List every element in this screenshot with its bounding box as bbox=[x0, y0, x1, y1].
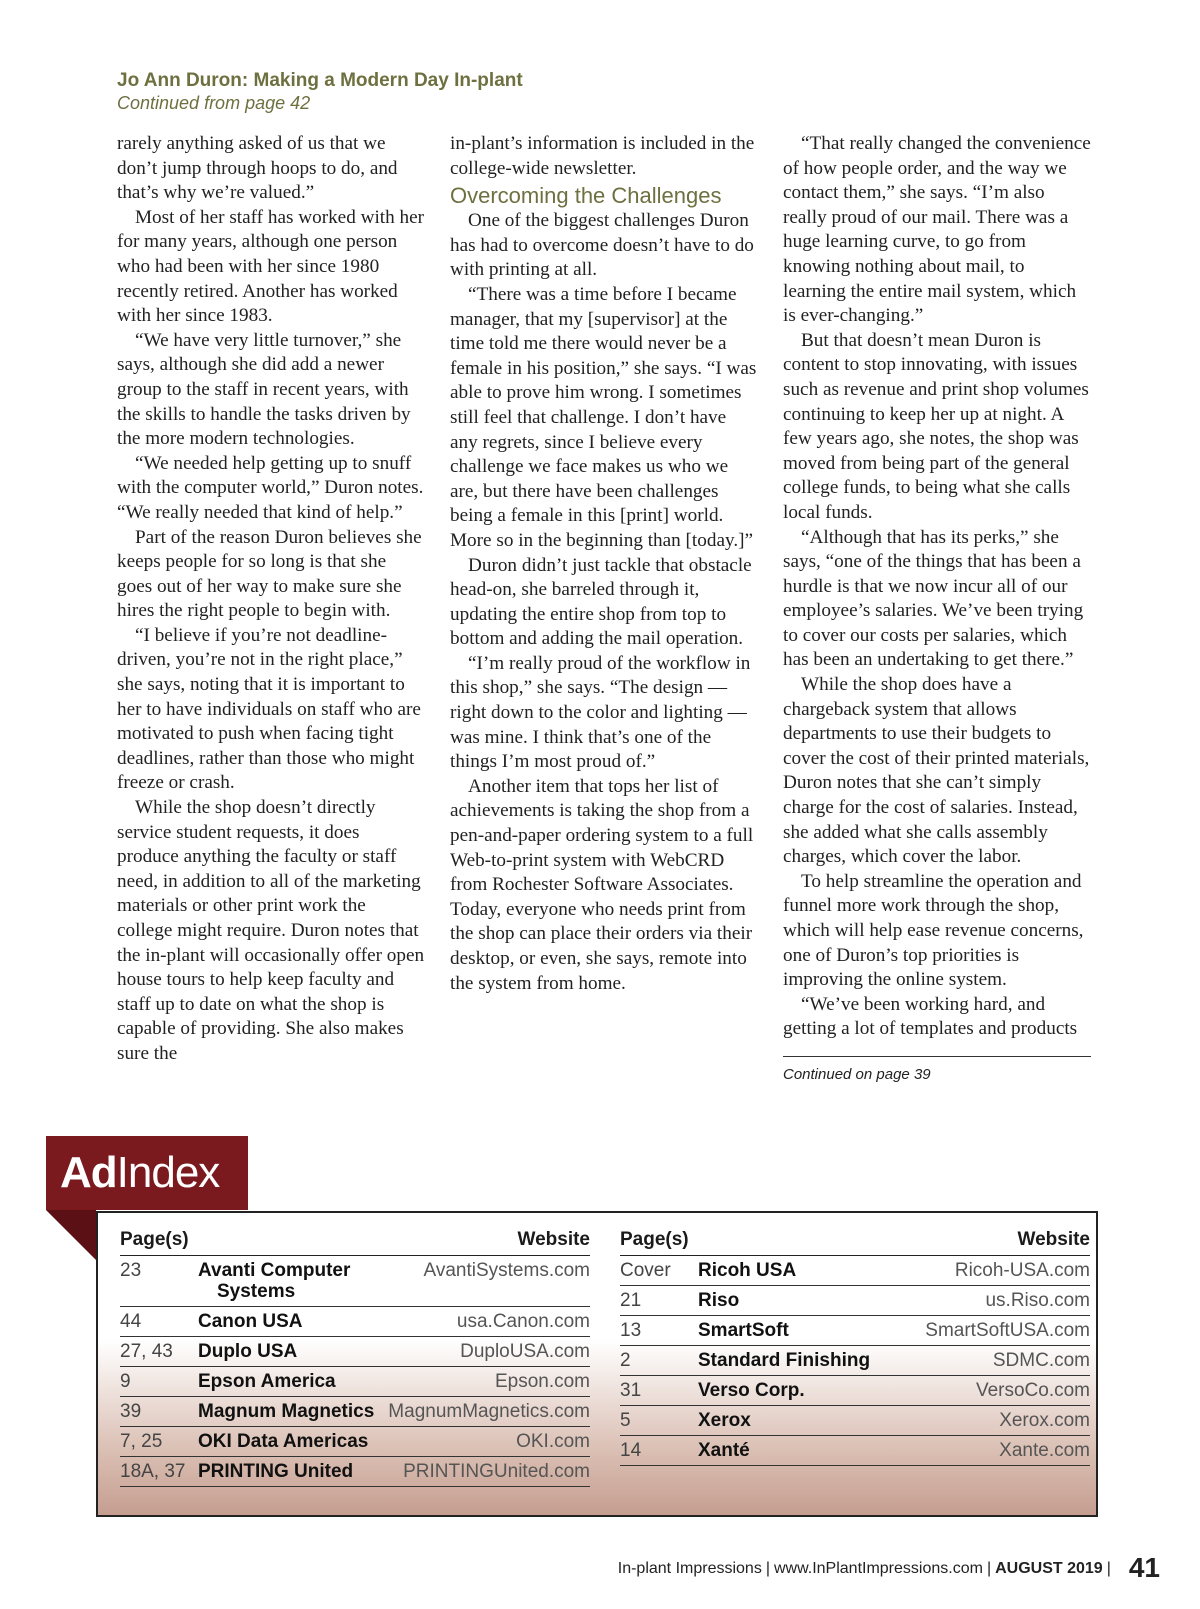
paragraph: rarely anything asked of us that we don’t jump through hoops to do, and that’s why we’re valued.” bbox=[117, 133, 398, 204]
company-name: Canon USA bbox=[198, 1307, 381, 1337]
footer-separator: | bbox=[765, 1560, 770, 1577]
paragraph: While the shop does have a chargeback system that allows departments to use their budgets to cover the cost of their printed materials, Duron notes that she can’t simply charge for the cost of salaries. Instead, she added what she calls assembly charges, which cover the labor. bbox=[783, 674, 1090, 868]
page-ref: 5 bbox=[620, 1406, 698, 1436]
table-row bbox=[620, 1406, 1090, 1436]
table-row bbox=[120, 1397, 590, 1427]
page-ref: 9 bbox=[120, 1367, 198, 1397]
page-ref: 7, 25 bbox=[120, 1427, 198, 1457]
page-ref: 23 bbox=[120, 1256, 198, 1307]
website: Epson.com bbox=[381, 1367, 590, 1397]
paragraph: “There was a time before I became manager, that my [supervisor] at the time told me there would never be a female in his position,” she says. “I was able to prove him wrong. I sometimes still feel that challenge. I don’t have any regrets, since I believe every challenge we face makes us who we are, but there have been challenges being a female in this [print] world. More so in the beginning than [today.]” bbox=[450, 283, 757, 551]
website: Xerox.com bbox=[898, 1406, 1090, 1436]
table-header-row bbox=[120, 1223, 590, 1256]
company-name: Xanté bbox=[698, 1436, 898, 1466]
company-name: Verso Corp. bbox=[698, 1376, 898, 1406]
company-name: Ricoh USA bbox=[698, 1256, 898, 1286]
paragraph: “I believe if you’re not deadline-driven, you’re not in the right place,” she says, noting that it is important to her to have individuals on staff who are motivated to push when facing tight deadlines, rather than those who might freeze or crash. bbox=[117, 624, 421, 794]
website: PRINTINGUnited.com bbox=[381, 1457, 590, 1487]
paragraph: One of the biggest challenges Duron has had to overcome doesn’t have to do with printing at all. bbox=[450, 210, 754, 281]
footer-publication: In-plant Impressions bbox=[617, 1560, 762, 1577]
page-ref: 44 bbox=[120, 1307, 198, 1337]
website: Ricoh-USA.com bbox=[898, 1256, 1090, 1286]
table-row bbox=[620, 1346, 1090, 1376]
page-ref: 18A, 37 bbox=[120, 1457, 198, 1487]
paragraph: But that doesn’t mean Duron is content to stop innovating, with issues such as revenue and print shop volumes continuing to keep her up at night. A few years ago, she notes, the shop was moved from being part of the general college funds, to being what she calls local funds. bbox=[783, 329, 1089, 523]
company-name-line-1: Avanti Computer bbox=[198, 1260, 351, 1281]
col-header-website: Website bbox=[898, 1223, 1090, 1256]
table-row bbox=[620, 1286, 1090, 1316]
adindex-title-rest: Index bbox=[116, 1148, 220, 1197]
page-ref: 14 bbox=[620, 1436, 698, 1466]
table-row bbox=[120, 1256, 590, 1307]
table-row bbox=[620, 1316, 1090, 1346]
page-ref: 2 bbox=[620, 1346, 698, 1376]
col-header-pages: Page(s) bbox=[120, 1223, 381, 1256]
article-column-2 bbox=[450, 132, 758, 996]
website: AvantiSystems.com bbox=[381, 1256, 590, 1307]
company-name: Duplo USA bbox=[198, 1337, 381, 1367]
table-row bbox=[120, 1457, 590, 1487]
website: Xante.com bbox=[898, 1436, 1090, 1466]
page-ref: 39 bbox=[120, 1397, 198, 1427]
paragraph: “We have very little turnover,” she says, although she did add a newer group to the staff in recent years, with the skills to handle the tasks driven by the more modern technologies. bbox=[117, 329, 411, 450]
company-name: Standard Finishing bbox=[698, 1346, 898, 1376]
page-ref: 27, 43 bbox=[120, 1337, 198, 1367]
table-row bbox=[120, 1307, 590, 1337]
adindex-tab bbox=[46, 1136, 248, 1210]
page-ref: Cover bbox=[620, 1256, 698, 1286]
paragraph: To help streamline the operation and funnel more work through the shop, which will help ease revenue concerns, one of Duron’s top priorities is improving the online system. bbox=[783, 870, 1084, 991]
footer-separator: | bbox=[986, 1560, 992, 1577]
paragraph: “We’ve been working hard, and getting a lot of templates and products bbox=[783, 993, 1078, 1040]
website: DuploUSA.com bbox=[381, 1337, 590, 1367]
paragraph: in-plant’s information is included in the college-wide newsletter. bbox=[450, 133, 755, 179]
page-number: 41 bbox=[1128, 1552, 1160, 1583]
company-name: Epson America bbox=[198, 1367, 381, 1397]
website: MagnumMagnetics.com bbox=[381, 1397, 590, 1427]
adindex-table-right bbox=[620, 1223, 1090, 1466]
adindex-tab-fold bbox=[46, 1210, 96, 1260]
table-row bbox=[120, 1367, 590, 1397]
paragraph: Part of the reason Duron believes she keeps people for so long is that she goes out of her way to make sure she hires the right people to begin with. bbox=[117, 526, 422, 622]
article-column-3 bbox=[783, 132, 1091, 1088]
article-column-1 bbox=[117, 132, 425, 1067]
footer-url: www.InPlantImpressions.com bbox=[773, 1560, 983, 1577]
page-ref: 13 bbox=[620, 1316, 698, 1346]
divider bbox=[783, 1056, 1091, 1057]
table-row bbox=[620, 1436, 1090, 1466]
page-ref: 31 bbox=[620, 1376, 698, 1406]
website: VersoCo.com bbox=[898, 1376, 1090, 1406]
table-row bbox=[620, 1256, 1090, 1286]
website: SmartSoftUSA.com bbox=[898, 1316, 1090, 1346]
adindex-title bbox=[60, 1148, 219, 1198]
paragraph: Most of her staff has worked with her for many years, although one person who had been with her since 1980 recently retired. Another has worked with her since 1983. bbox=[117, 206, 424, 327]
website: OKI.com bbox=[381, 1427, 590, 1457]
paragraph: “I’m really proud of the workflow in this shop,” she says. “The design — right down to the color and lighting — was mine. I think that’s one of the things I’m most proud of.” bbox=[450, 652, 751, 773]
col-header-website: Website bbox=[381, 1223, 590, 1256]
website: usa.Canon.com bbox=[381, 1307, 590, 1337]
adindex-table-left bbox=[120, 1223, 590, 1487]
company-name: OKI Data Americas bbox=[198, 1427, 381, 1457]
page-footer bbox=[618, 1552, 1160, 1584]
paragraph: Duron didn’t just tackle that obstacle head-on, she barreled through it, updating the entire shop from top to bottom and adding the mail operation. bbox=[450, 554, 752, 650]
footer-month: AUGUST 2019 bbox=[995, 1560, 1103, 1577]
paragraph: Another item that tops her list of achievements is taking the shop from a pen-and-paper ordering system to a full Web-to-print system with WebCRD from Rochester Software Associates. Today, everyone who needs print from the shop can place their orders via their desktop, or even, she says, remote into the system from home. bbox=[450, 775, 754, 994]
company-name bbox=[198, 1256, 381, 1307]
company-name: Riso bbox=[698, 1286, 898, 1316]
article-title: Jo Ann Duron: Making a Modern Day In-plant bbox=[117, 70, 523, 91]
company-name-line-2: Systems bbox=[217, 1281, 296, 1302]
company-name: Magnum Magnetics bbox=[198, 1397, 381, 1427]
article-header bbox=[117, 70, 523, 114]
website: SDMC.com bbox=[898, 1346, 1090, 1376]
page-ref: 21 bbox=[620, 1286, 698, 1316]
col-header-pages: Page(s) bbox=[620, 1223, 898, 1256]
footer-separator: | bbox=[1106, 1560, 1111, 1577]
continued-on: Continued on page 39 bbox=[783, 1065, 931, 1083]
website: us.Riso.com bbox=[898, 1286, 1090, 1316]
table-row bbox=[620, 1376, 1090, 1406]
company-name: Xerox bbox=[698, 1406, 898, 1436]
continued-from: Continued from page 42 bbox=[117, 93, 311, 113]
table-row bbox=[120, 1337, 590, 1367]
paragraph: “Although that has its perks,” she says, “one of the things that has been a hurdle is that we now incur all of our employee’s salaries. We’ve been trying to cover our costs per salaries, which has been an undertaking to get there.” bbox=[783, 526, 1084, 671]
paragraph: “That really changed the convenience of how people order, and the way we contact them,” she says. “I’m also really proud of our mail. There was a huge learning curve, to go from knowing nothing about mail, to learning the entire mail system, which is ever-changing.” bbox=[783, 133, 1091, 327]
adindex-box bbox=[96, 1211, 1098, 1517]
section-subhead: Overcoming the Challenges bbox=[450, 183, 722, 209]
paragraph: “We needed help getting up to snuff with the computer world,” Duron notes. “We really needed that kind of help.” bbox=[117, 452, 424, 523]
adindex-title-bold: Ad bbox=[60, 1148, 117, 1197]
table-row bbox=[120, 1427, 590, 1457]
company-name: SmartSoft bbox=[698, 1316, 898, 1346]
paragraph: While the shop doesn’t directly service student requests, it does produce anything the faculty or staff need, in addition to all of the marketing materials or other print work the college might require. Duron notes that the in-plant will occasionally offer open house tours to help keep faculty and staff up to date on what the shop is capable of providing. She also makes sure the bbox=[117, 797, 425, 1064]
table-header-row bbox=[620, 1223, 1090, 1256]
company-name: PRINTING United bbox=[198, 1457, 381, 1487]
